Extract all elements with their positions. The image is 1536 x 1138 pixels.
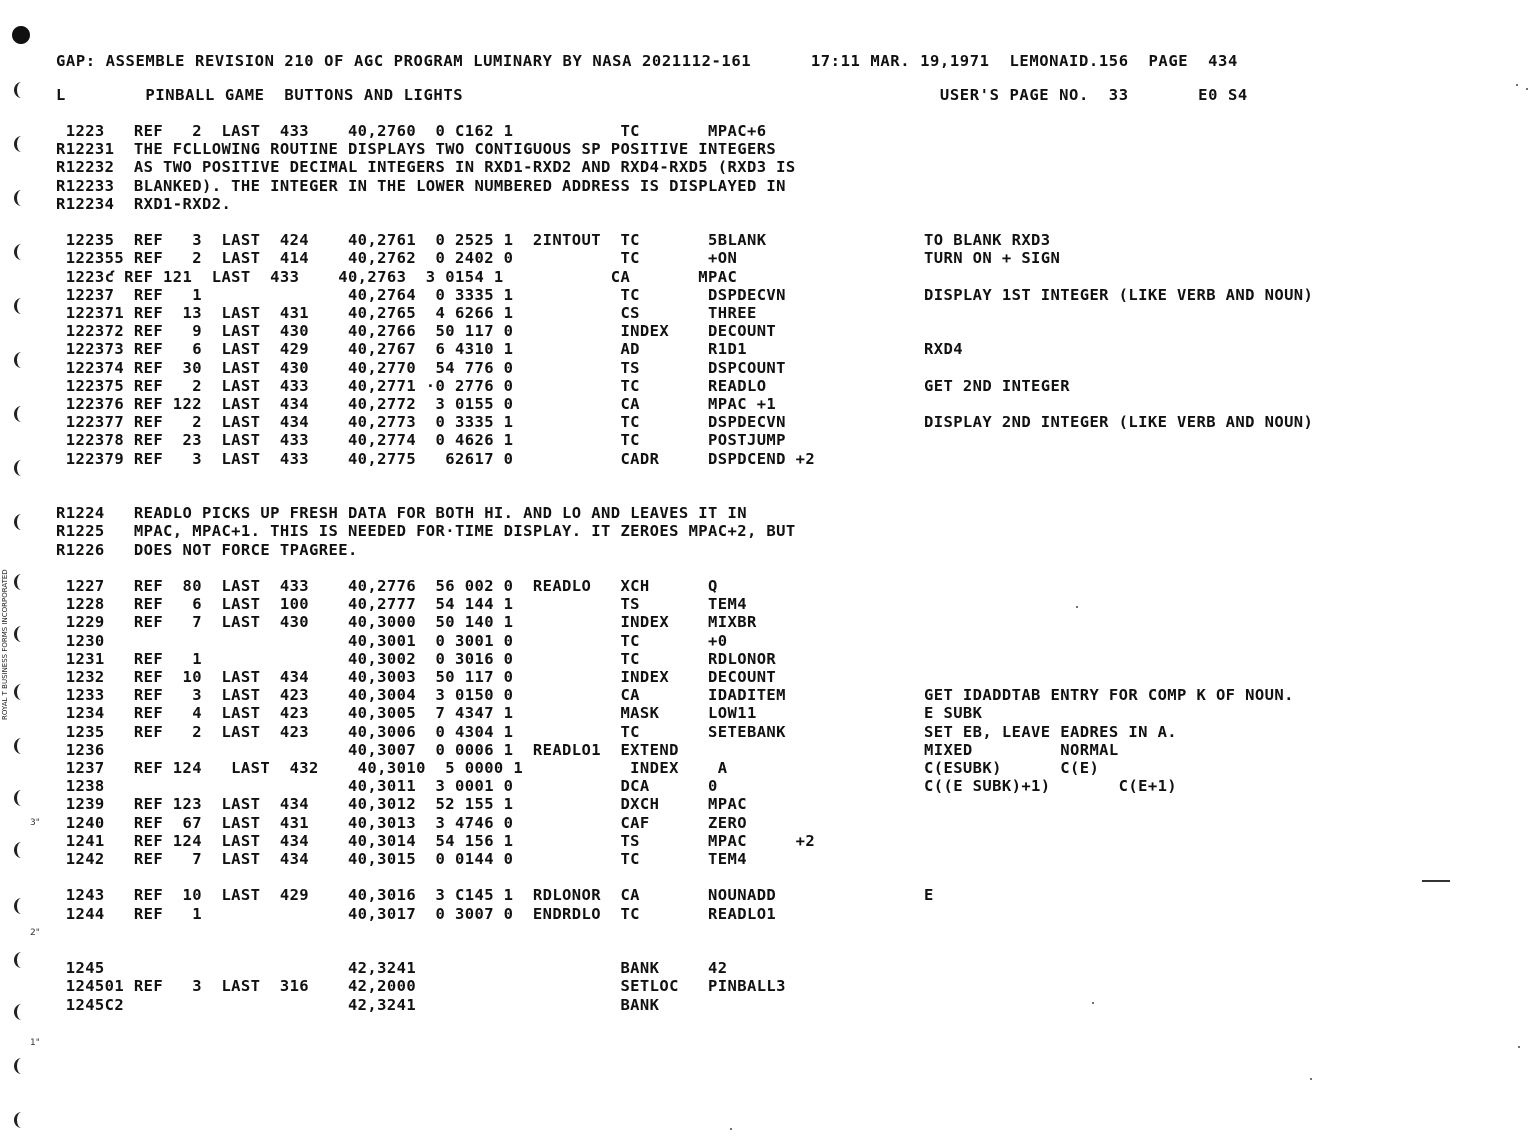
listing-line: 1229 REF 7 LAST 430 40,3000 50 140 1 INDEX MIXBR <box>56 613 757 632</box>
binder-hole-mark <box>14 244 29 260</box>
listing-subtitle-line: L PINBALL GAME BUTTONS AND LIGHTS USER'S PAGE NO. 33 E0 S4 <box>56 86 1248 104</box>
listing-line: R1226 DOES NOT FORCE TPAGREE. <box>56 540 358 559</box>
listing-line: 12235 REF 3 LAST 424 40,2761 0 2525 1 2INTOUT TC 5BLANK <box>56 231 767 250</box>
listing-comment: GET 2ND INTEGER <box>924 376 1070 395</box>
listing-line: 1223 REF 2 LAST 433 40,2760 0 C162 1 TC MPAC+6 <box>56 122 767 140</box>
binder-hole-mark <box>14 82 29 98</box>
listing-line: 122379 REF 3 LAST 433 40,2775 62617 0 CADR DSPDCEND +2 <box>56 449 816 468</box>
listing-comment: C(ESUBK) C(E) <box>924 759 1100 777</box>
paper-speck <box>1516 84 1518 86</box>
binder-hole-mark <box>14 352 29 368</box>
listing-comment: E <box>924 886 934 905</box>
binder-hole-mark <box>14 406 29 422</box>
binder-hole-mark <box>14 842 29 858</box>
binder-hole-mark <box>14 298 29 314</box>
listing-line: R12233 BLANKED). THE INTEGER IN THE LOWER NUMBERED ADDRESS IS DISPLAYED IN <box>56 176 786 195</box>
listing-comment: GET IDADDTAB ENTRY FOR COMP K OF NOUN. <box>924 686 1294 705</box>
listing-comment: SET EB, LEAVE EADRES IN A. <box>924 722 1178 741</box>
listing-comment: C((E SUBK)+1) C(E+1) <box>924 777 1178 796</box>
listing-line: 1245C2 42,3241 BANK <box>56 995 660 1014</box>
binder-hole-mark <box>14 1004 29 1020</box>
listing-title-line: GAP: ASSEMBLE REVISION 210 OF AGC PROGRAM LUMINARY BY NASA 2021112-161 17:11 MAR. 19,1971 LEMONAID.156 PAGE 434 <box>56 52 1238 70</box>
inch-mark-3: 3" <box>30 818 40 828</box>
listing-line: 1231 REF 1 40,3002 0 3016 0 TC RDLONOR <box>56 649 777 668</box>
binder-hole-mark <box>14 1112 29 1128</box>
listing-comment: TURN ON + SIGN <box>924 249 1061 268</box>
listing-line: 122376 REF 122 LAST 434 40,2772 3 0155 0 CA MPAC +1 <box>56 395 777 413</box>
listing-line: 1234 REF 4 LAST 423 40,3005 7 4347 1 MASK LOW11 <box>56 704 757 723</box>
listing-line: 1242 REF 7 LAST 434 40,3015 0 0144 0 TC TEM4 <box>56 850 747 868</box>
paper-speck <box>1092 1002 1094 1004</box>
paper-speck <box>1526 88 1528 90</box>
listing-line: 122355 REF 2 LAST 414 40,2762 0 2402 0 TC +ON <box>56 249 738 268</box>
listing-line: 122371 REF 13 LAST 431 40,2765 4 6266 1 CS THREE <box>56 304 757 322</box>
binder-hole-mark <box>14 626 29 642</box>
listing-line: 1233 REF 3 LAST 423 40,3004 3 0150 0 CA IDADITEM <box>56 686 786 705</box>
listing-line: 1228 REF 6 LAST 100 40,2777 54 144 1 TS TEM4 <box>56 595 747 614</box>
listing-line: 1236 40,3007 0 0006 1 READLO1 EXTEND <box>56 740 679 759</box>
listing-line: 1240 REF 67 LAST 431 40,3013 3 4746 0 CAF ZERO <box>56 813 747 832</box>
listing-line: 1239 REF 123 LAST 434 40,3012 52 155 1 DXCH MPAC <box>56 795 747 814</box>
margin-dash <box>1422 880 1450 882</box>
binder-hole-mark <box>14 190 29 206</box>
binder-hole-mark <box>14 514 29 530</box>
listing-line: 122375 REF 2 LAST 433 40,2771 ·0 2776 0 TC READLO <box>56 376 767 395</box>
binder-hole-mark <box>14 1058 29 1074</box>
listing-comment: E SUBK <box>924 704 983 723</box>
paper-speck <box>1518 1046 1520 1048</box>
listing-line: 122374 REF 30 LAST 430 40,2770 54 776 0 TS DSPCOUNT <box>56 358 786 377</box>
listing-line: 122377 REF 2 LAST 434 40,2773 0 3335 1 TC DSPDECVN <box>56 413 786 432</box>
listing-line: R1224 READLO PICKS UP FRESH DATA FOR BOTH HI. AND LO AND LEAVES IT IN <box>56 504 747 523</box>
listing-line: 1245 42,3241 BANK 42 <box>56 959 728 978</box>
punch-dot <box>12 26 30 44</box>
inch-mark-2: 2" <box>30 928 40 938</box>
listing-line: R12234 RXD1-RXD2. <box>56 194 232 213</box>
binder-hole-mark <box>14 136 29 152</box>
listing-line: 124501 REF 3 LAST 316 42,2000 SETLOC PINBALL3 <box>56 977 786 996</box>
paper-speck <box>1076 606 1078 608</box>
listing-line: 1235 REF 2 LAST 423 40,3006 0 4304 1 TC SETEBANK <box>56 722 786 741</box>
listing-line: 1238 40,3011 3 0001 0 DCA 0 <box>56 777 718 796</box>
listing-line: 1244 REF 1 40,3017 0 3007 0 ENDRDLO TC READLO1 <box>56 904 777 923</box>
listing-line: 1237 REF 124 LAST 432 40,3010 5 0000 1 INDEX A <box>56 759 728 777</box>
listing-line: 1241 REF 124 LAST 434 40,3014 54 156 1 TS MPAC +2 <box>56 831 816 850</box>
margin-imprint: ROYAL T BUSINESS FORMS INCORPORATED <box>1 569 9 720</box>
listing-line: 1230 40,3001 0 3001 0 TC +0 <box>56 631 728 650</box>
listing-line: 1232 REF 10 LAST 434 40,3003 50 117 0 INDEX DECOUNT <box>56 668 777 686</box>
binder-hole-mark <box>14 574 29 590</box>
listing-comment: MIXED NORMAL <box>924 740 1119 759</box>
listing-comment: RXD4 <box>924 340 963 359</box>
paper-speck <box>730 1128 732 1130</box>
inch-mark-1: 1" <box>30 1038 40 1048</box>
listing-line: R1225 MPAC, MPAC+1. THIS IS NEEDED FOR·TIME DISPLAY. IT ZEROES MPAC+2, BUT <box>56 522 796 541</box>
binder-hole-mark <box>14 684 29 700</box>
listing-comment: DISPLAY 2ND INTEGER (LIKE VERB AND NOUN) <box>924 413 1314 432</box>
binder-hole-mark <box>14 460 29 476</box>
binder-hole-mark <box>14 952 29 968</box>
listing-line: 122378 REF 23 LAST 433 40,2774 0 4626 1 TC POSTJUMP <box>56 431 786 450</box>
listing-line: 1227 REF 80 LAST 433 40,2776 56 002 0 READLO XCH Q <box>56 577 718 595</box>
listing-comment: TO BLANK RXD3 <box>924 231 1051 250</box>
paper-speck <box>1310 1078 1312 1080</box>
listing-line: R12231 THE FCLLOWING ROUTINE DISPLAYS TWO CONTIGUOUS SP POSITIVE INTEGERS <box>56 140 777 159</box>
listing-line: 1223ƈ REF 121 LAST 433 40,2763 3 0154 1 CA MPAC <box>56 267 738 286</box>
listing-comment: DISPLAY 1ST INTEGER (LIKE VERB AND NOUN) <box>924 285 1314 304</box>
listing-line: 12237 REF 1 40,2764 0 3335 1 TC DSPDECVN <box>56 285 786 304</box>
binder-hole-mark <box>14 790 29 806</box>
listing-line: 122373 REF 6 LAST 429 40,2767 6 4310 1 AD R1D1 <box>56 340 747 359</box>
listing-line: R12232 AS TWO POSITIVE DECIMAL INTEGERS IN RXD1-RXD2 AND RXD4-RXD5 (RXD3 IS <box>56 158 796 177</box>
binder-hole-mark <box>14 738 29 754</box>
listing-line: 122372 REF 9 LAST 430 40,2766 50 117 0 INDEX DECOUNT <box>56 322 777 341</box>
listing-line: 1243 REF 10 LAST 429 40,3016 3 C145 1 RDLONOR CA NOUNADD <box>56 886 777 905</box>
binder-hole-mark <box>14 898 29 914</box>
